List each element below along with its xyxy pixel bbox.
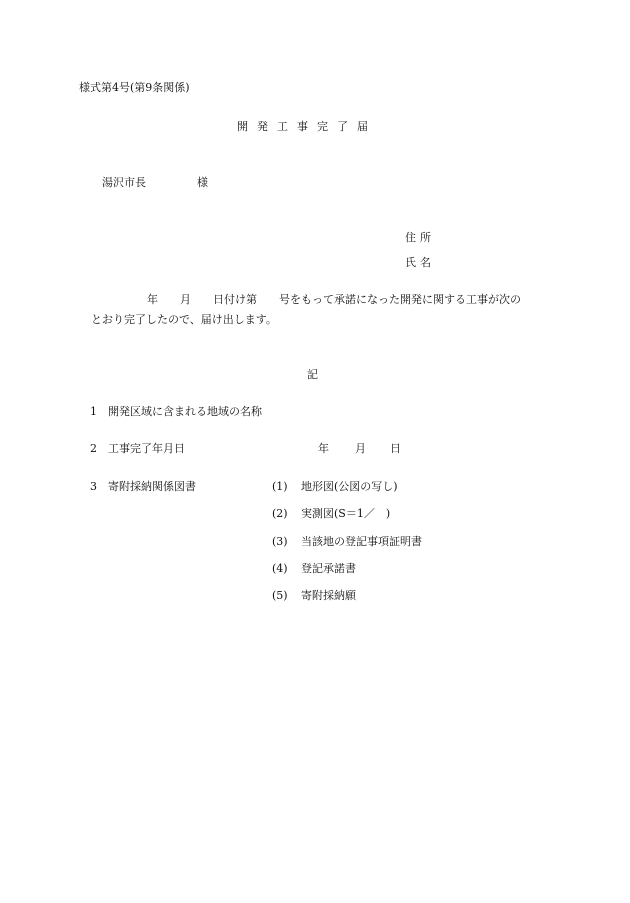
sub-item-1-number: (1) <box>272 480 288 493</box>
addressee-honorific: 様 <box>197 176 208 189</box>
sub-item-5-label: 寄附採納願 <box>301 589 356 602</box>
sub-item-3-label: 当該地の登記事項証明書 <box>301 535 422 548</box>
item-1-label: 開発区域に含まれる地域の名称 <box>108 405 262 418</box>
item-1-number: 1 <box>90 405 97 418</box>
sub-item-1-label: 地形図(公図の写し) <box>301 480 398 493</box>
item-2-number: 2 <box>90 442 97 455</box>
ki-heading: 記 <box>307 368 318 381</box>
body-text-line-1: 年 月 日付け第 号をもって承諾になった開発に関する工事が次の <box>147 293 521 306</box>
item-2-date-day: 日 <box>390 442 401 455</box>
item-3-label: 寄附採納関係図書 <box>108 480 196 493</box>
item-3-number: 3 <box>90 480 97 493</box>
sub-item-3-number: (3) <box>272 535 288 548</box>
body-text-line-2: とおり完了したので、届け出します。 <box>91 313 277 326</box>
sub-item-2-number: (2) <box>272 507 288 520</box>
sub-item-4-number: (4) <box>272 562 288 575</box>
item-2-date-month: 月 <box>355 442 366 455</box>
sub-item-5-number: (5) <box>272 589 288 602</box>
address-label: 住所 <box>405 231 435 244</box>
addressee-name: 湯沢市長 <box>102 176 146 189</box>
name-label: 氏名 <box>405 256 435 269</box>
form-number: 様式第4号(第9条関係) <box>79 81 190 94</box>
sub-item-4-label: 登記承諾書 <box>301 562 356 575</box>
item-2-label: 工事完了年月日 <box>108 442 185 455</box>
item-2-date-year: 年 <box>318 442 329 455</box>
sub-item-2-label: 実測図(S＝1／ ) <box>301 507 391 520</box>
document-title: 開発工事完了届 <box>237 120 377 133</box>
